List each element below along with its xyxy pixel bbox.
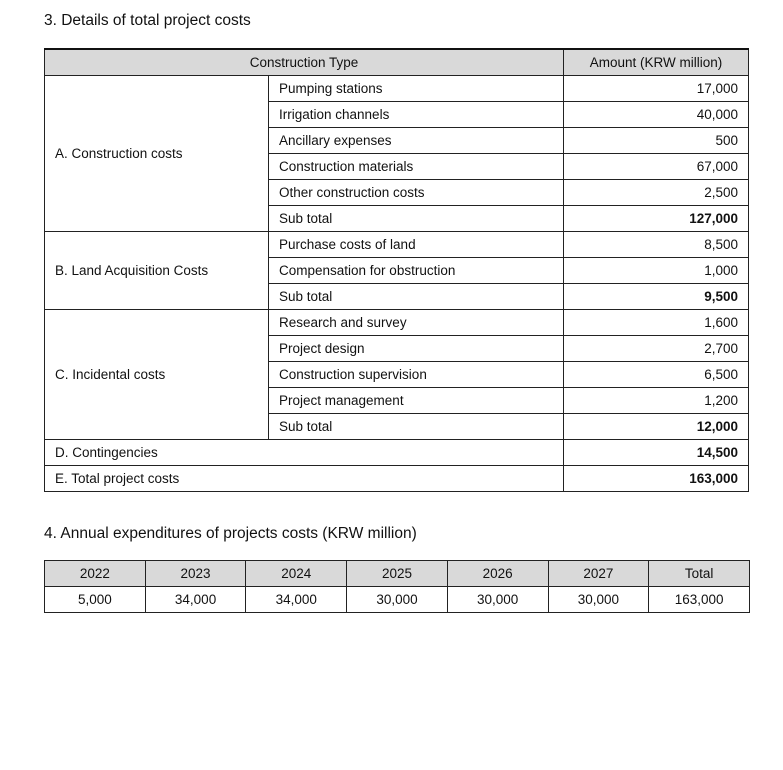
category-cell: D. Contingencies bbox=[45, 440, 564, 466]
header-row bbox=[45, 49, 749, 76]
item-amount: 163,000 bbox=[564, 466, 749, 492]
item-label: Compensation for obstruction bbox=[269, 258, 564, 284]
expenditure-value: 30,000 bbox=[347, 587, 448, 613]
expenditure-value: 30,000 bbox=[447, 587, 548, 613]
item-label: Research and survey bbox=[269, 310, 564, 336]
item-label: Construction supervision bbox=[269, 362, 564, 388]
project-costs-table bbox=[44, 48, 749, 492]
item-amount: 8,500 bbox=[564, 232, 749, 258]
item-amount: 1,200 bbox=[564, 388, 749, 414]
item-amount: 40,000 bbox=[564, 102, 749, 128]
year-header: 2024 bbox=[246, 561, 347, 587]
year-header: Total bbox=[649, 561, 750, 587]
annual-expenditures-table bbox=[44, 560, 750, 613]
construction-type-header: Construction Type bbox=[45, 49, 564, 76]
item-amount: 17,000 bbox=[564, 76, 749, 102]
item-amount: 67,000 bbox=[564, 154, 749, 180]
table-row bbox=[45, 440, 749, 466]
item-label: Pumping stations bbox=[269, 76, 564, 102]
year-header: 2022 bbox=[45, 561, 146, 587]
table-row bbox=[45, 466, 749, 492]
section-4-title: 4. Annual expenditures of projects costs (KRW million) bbox=[44, 525, 417, 542]
item-amount: 1,600 bbox=[564, 310, 749, 336]
item-amount: 2,500 bbox=[564, 180, 749, 206]
year-header-row bbox=[45, 561, 750, 587]
item-amount: 9,500 bbox=[564, 284, 749, 310]
expenditure-value: 34,000 bbox=[246, 587, 347, 613]
item-label: Project design bbox=[269, 336, 564, 362]
item-label: Purchase costs of land bbox=[269, 232, 564, 258]
item-label: Sub total bbox=[269, 414, 564, 440]
expenditure-value: 5,000 bbox=[45, 587, 146, 613]
amount-header: Amount (KRW million) bbox=[564, 49, 749, 76]
table-row bbox=[45, 232, 749, 258]
category-cell: A. Construction costs bbox=[45, 76, 269, 232]
item-amount: 12,000 bbox=[564, 414, 749, 440]
section-3-title: 3. Details of total project costs bbox=[44, 12, 251, 29]
year-header: 2023 bbox=[145, 561, 246, 587]
table-row bbox=[45, 76, 749, 102]
category-cell: C. Incidental costs bbox=[45, 310, 269, 440]
item-label: Other construction costs bbox=[269, 180, 564, 206]
item-label: Sub total bbox=[269, 206, 564, 232]
item-label: Project management bbox=[269, 388, 564, 414]
expenditure-value: 30,000 bbox=[548, 587, 649, 613]
item-label: Irrigation channels bbox=[269, 102, 564, 128]
year-header: 2026 bbox=[447, 561, 548, 587]
item-label: Construction materials bbox=[269, 154, 564, 180]
year-header: 2025 bbox=[347, 561, 448, 587]
category-cell: B. Land Acquisition Costs bbox=[45, 232, 269, 310]
item-amount: 6,500 bbox=[564, 362, 749, 388]
item-label: Ancillary expenses bbox=[269, 128, 564, 154]
item-amount: 1,000 bbox=[564, 258, 749, 284]
expenditure-value: 163,000 bbox=[649, 587, 750, 613]
item-amount: 127,000 bbox=[564, 206, 749, 232]
expenditure-value: 34,000 bbox=[145, 587, 246, 613]
item-label: Sub total bbox=[269, 284, 564, 310]
table-row bbox=[45, 310, 749, 336]
category-cell: E. Total project costs bbox=[45, 466, 564, 492]
expenditure-row bbox=[45, 587, 750, 613]
year-header: 2027 bbox=[548, 561, 649, 587]
item-amount: 2,700 bbox=[564, 336, 749, 362]
item-amount: 14,500 bbox=[564, 440, 749, 466]
item-amount: 500 bbox=[564, 128, 749, 154]
